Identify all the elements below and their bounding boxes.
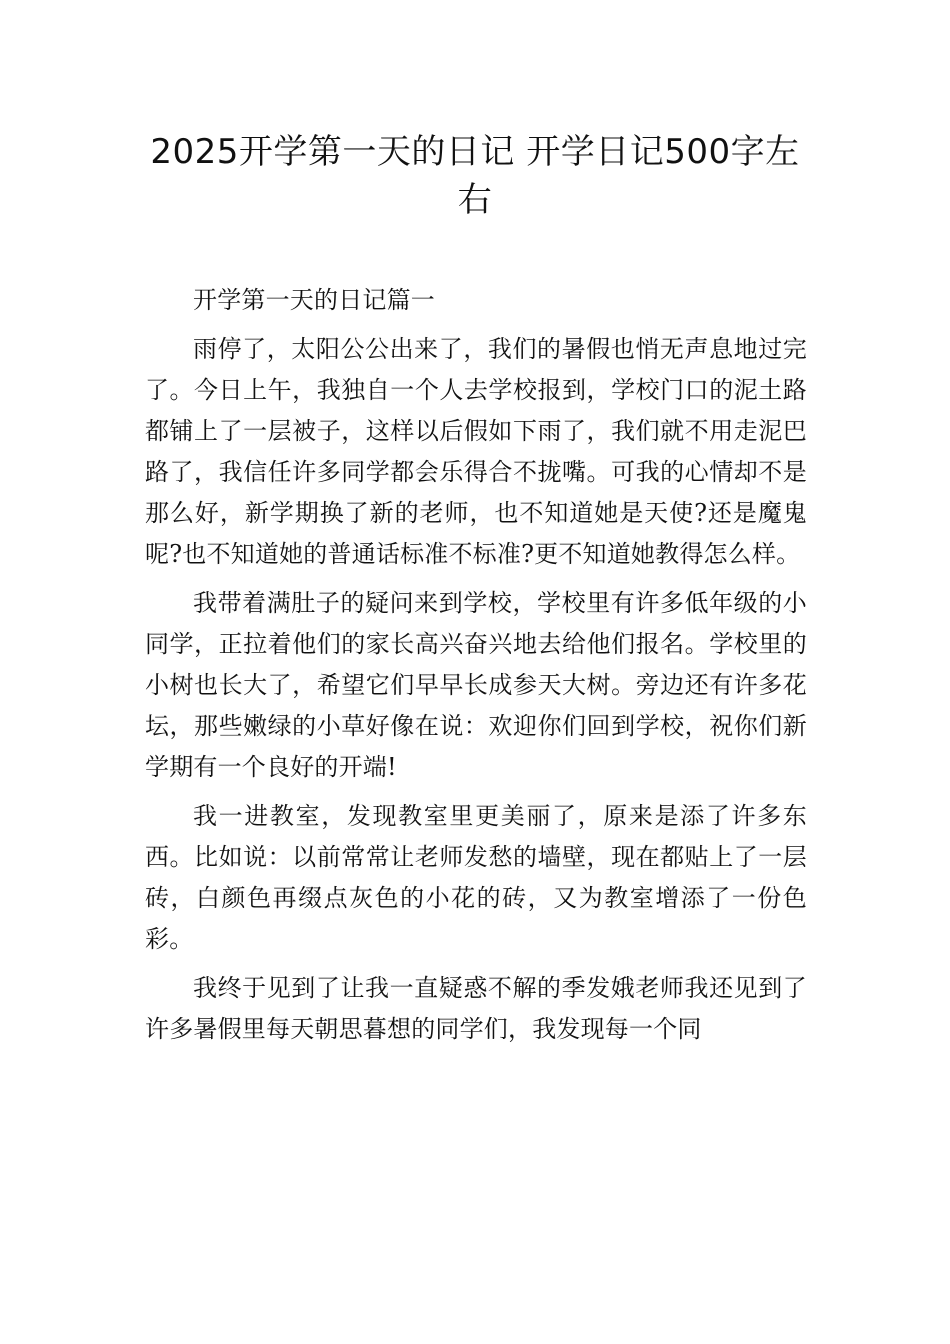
document-body	[145, 280, 807, 1058]
paragraph-4: 我终于见到了让我一直疑惑不解的季发娥老师我还见到了许多暑假里每天朝思暮想的同学们，我发现每一个同	[145, 974, 807, 1043]
paragraph-3: 我一进教室，发现教室里更美丽了，原来是添了许多东西。比如说：以前常常让老师发愁的墙壁，现在都贴上了一层砖，白颜色再缀点灰色的小花的砖，又为教室增添了一份色彩。	[145, 802, 807, 953]
document-title: 2025开学第一天的日记 开学日记500字左右	[150, 132, 800, 220]
paragraph-2: 我带着满肚子的疑问来到学校，学校里有许多低年级的小同学，正拉着他们的家长高兴奋兴地去给他们报名。学校里的小树也长大了，希望它们早早长成参天大树。旁边还有许多花坛，那些嫩绿的小草好像在说：欢迎你们回到学校，祝你们新学期有一个良好的开端!	[145, 589, 807, 781]
paragraph-1: 雨停了，太阳公公出来了，我们的暑假也悄无声息地过完了。今日上午，我独自一个人去学校报到，学校门口的泥土路都铺上了一层被子，这样以后假如下雨了，我们就不用走泥巴路了，我信任许多同学都会乐得合不拢嘴。可我的心情却不是那么好，新学期换了新的老师，也不知道她是天使?还是魔鬼呢?也不知道她的普通话标准不标准?更不知道她教得怎么样。	[145, 335, 807, 568]
section-heading: 开学第一天的日记篇一	[193, 286, 435, 314]
